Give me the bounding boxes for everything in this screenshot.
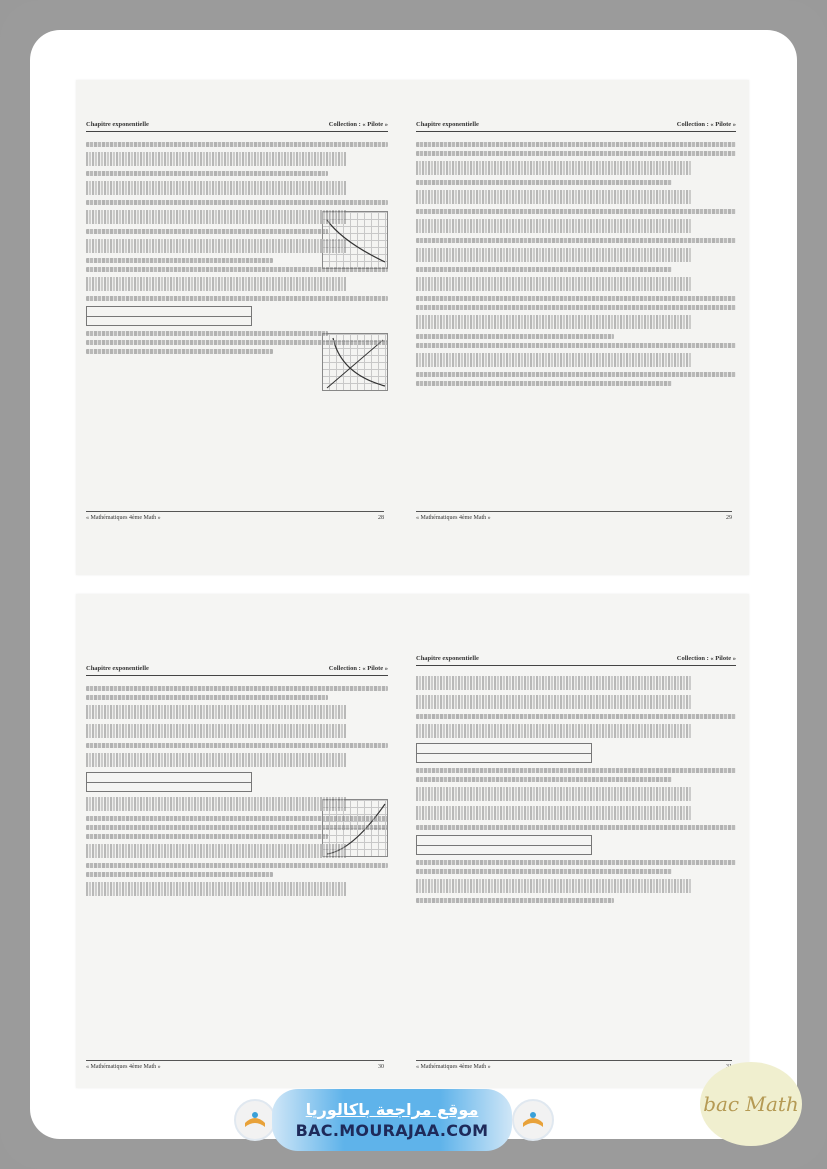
text-line — [416, 209, 736, 214]
variation-table — [416, 835, 592, 855]
text-line — [86, 229, 328, 234]
collection-title: Collection : « Pilote » — [328, 665, 388, 672]
variation-table — [86, 306, 252, 326]
page-28 — [76, 80, 398, 575]
variation-table — [86, 772, 252, 792]
text-line — [416, 267, 672, 272]
collection-title: Collection : « Pilote » — [676, 655, 736, 662]
text-line — [86, 296, 388, 301]
formula-line — [86, 724, 346, 738]
text-line — [416, 142, 736, 147]
formula-line — [86, 844, 346, 858]
site-logo-icon — [512, 1099, 554, 1141]
text-line — [416, 305, 736, 310]
scanned-spread-top — [76, 80, 749, 575]
page-footer — [416, 1060, 732, 1072]
text-line — [86, 743, 388, 748]
chapter-title: Chapitre exponentielle — [86, 121, 149, 128]
text-line — [86, 863, 388, 868]
formula-line — [416, 315, 691, 329]
footer-title: « Mathématiques 4ème Math » — [86, 1064, 161, 1070]
text-line — [86, 267, 388, 272]
banner-url: BAC.MOURAJAA.COM — [295, 1121, 489, 1140]
page-number: 30 — [378, 1064, 384, 1070]
page-31 — [406, 594, 746, 1088]
text-line — [86, 686, 388, 691]
text-line — [416, 372, 736, 377]
formula-line — [86, 753, 346, 767]
collection-title: Collection : « Pilote » — [676, 121, 736, 128]
text-line — [416, 768, 736, 773]
page-number: 28 — [378, 515, 384, 521]
banner-arabic-title: موقع مراجعة باكالوريا — [305, 1100, 479, 1119]
text-line — [86, 872, 273, 877]
formula-line — [86, 797, 346, 811]
chapter-title: Chapitre exponentielle — [86, 665, 149, 672]
page-footer — [416, 511, 732, 523]
page-footer — [86, 511, 384, 523]
footer-title: « Mathématiques 4ème Math » — [86, 515, 161, 521]
page-header — [86, 664, 388, 676]
formula-line — [416, 219, 691, 233]
text-line — [416, 898, 614, 903]
formula-line — [416, 277, 691, 291]
text-line — [416, 825, 736, 830]
text-line — [86, 171, 328, 176]
text-line — [86, 142, 388, 147]
footer-title: « Mathématiques 4ème Math » — [416, 1064, 491, 1070]
text-line — [416, 714, 736, 719]
text-line — [416, 334, 614, 339]
text-line — [416, 151, 736, 156]
text-line — [416, 180, 672, 185]
formula-line — [86, 181, 346, 195]
formula-line — [416, 353, 691, 367]
formula-line — [86, 882, 346, 896]
page-number: 29 — [726, 515, 732, 521]
page-footer — [86, 1060, 384, 1072]
text-line — [86, 349, 273, 354]
text-line — [416, 343, 736, 348]
formula-line — [86, 210, 346, 224]
page-header — [416, 120, 736, 132]
formula-line — [416, 695, 691, 709]
site-logo-icon — [234, 1099, 276, 1141]
formula-line — [86, 239, 346, 253]
chapter-title: Chapitre exponentielle — [416, 655, 479, 662]
formula-line — [416, 879, 691, 893]
formula-line — [416, 787, 691, 801]
text-line — [86, 695, 328, 700]
formula-line — [86, 152, 346, 166]
page-29 — [406, 80, 746, 575]
text-line — [86, 340, 388, 345]
formula-line — [416, 161, 691, 175]
formula-line — [416, 190, 691, 204]
footer-title: « Mathématiques 4ème Math » — [416, 515, 491, 521]
text-line — [416, 869, 672, 874]
page-header — [86, 120, 388, 132]
text-line — [86, 834, 328, 839]
variation-table — [416, 743, 592, 763]
text-line — [86, 816, 388, 821]
collection-title: Collection : « Pilote » — [328, 121, 388, 128]
formula-line — [416, 724, 691, 738]
site-banner-link[interactable] — [272, 1089, 512, 1151]
text-line — [416, 860, 736, 865]
text-line — [86, 200, 388, 205]
page-header — [416, 654, 736, 666]
scanned-spread-bottom — [76, 594, 749, 1088]
text-line — [416, 381, 672, 386]
formula-line — [416, 248, 691, 262]
page-30 — [76, 594, 398, 1088]
formula-line — [86, 277, 346, 291]
text-line — [416, 238, 736, 243]
formula-line — [416, 676, 691, 690]
formula-line — [86, 705, 346, 719]
text-line — [416, 777, 672, 782]
text-line — [86, 258, 273, 263]
text-line — [86, 331, 328, 336]
bac-math-logo: bac Math — [700, 1062, 802, 1146]
text-line — [416, 296, 736, 301]
text-line — [86, 825, 388, 830]
formula-line — [416, 806, 691, 820]
chapter-title: Chapitre exponentielle — [416, 121, 479, 128]
